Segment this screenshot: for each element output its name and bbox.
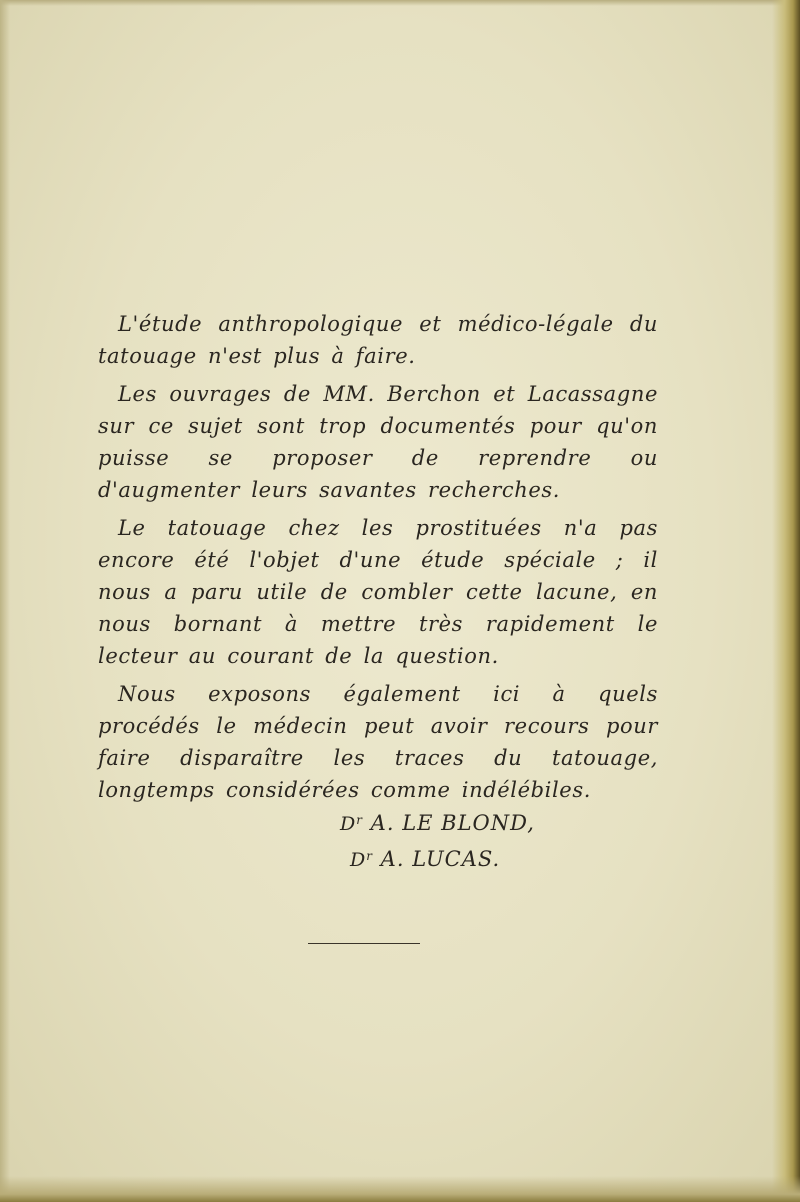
paragraph-2: Les ouvrages de MM. Berchon et Lacassagne sur ce sujet sont trop documentés pour qu'on puisse se proposer de reprendre ou d'augmenter leurs savantes recherches. bbox=[98, 382, 658, 502]
page-edge-bottom bbox=[0, 1176, 800, 1202]
author-1-name: A. LE BLOND, bbox=[370, 811, 535, 835]
author-line-1 bbox=[340, 804, 535, 840]
paragraph-4: Nous exposons également ici à quels procédés le médecin peut avoir recours pour faire disparaître les traces du tatouage, longtemps considérées comme indélébiles. bbox=[98, 682, 658, 802]
author-2-title: $D^r$ bbox=[350, 849, 373, 871]
end-rule bbox=[308, 943, 420, 944]
preface-text bbox=[98, 308, 658, 812]
paragraph-1: L'étude anthropologique et médico-légale du tatouage n'est plus à faire. bbox=[98, 312, 658, 368]
author-line-2 bbox=[340, 840, 535, 876]
authors-signature bbox=[340, 804, 535, 876]
page-edge-top bbox=[0, 0, 800, 6]
author-1-title: $D^r$ bbox=[340, 813, 363, 835]
page-edge-left bbox=[0, 0, 10, 1202]
paragraph-3: Le tatouage chez les prostituées n'a pas encore été l'objet d'une étude spéciale ; il nous a paru utile de combler cette lacune, en nous bornant à mettre très rapidement le lecteur au courant de la question. bbox=[98, 516, 658, 668]
author-2-name: A. LUCAS. bbox=[380, 847, 501, 871]
page-edge-right bbox=[772, 0, 800, 1202]
